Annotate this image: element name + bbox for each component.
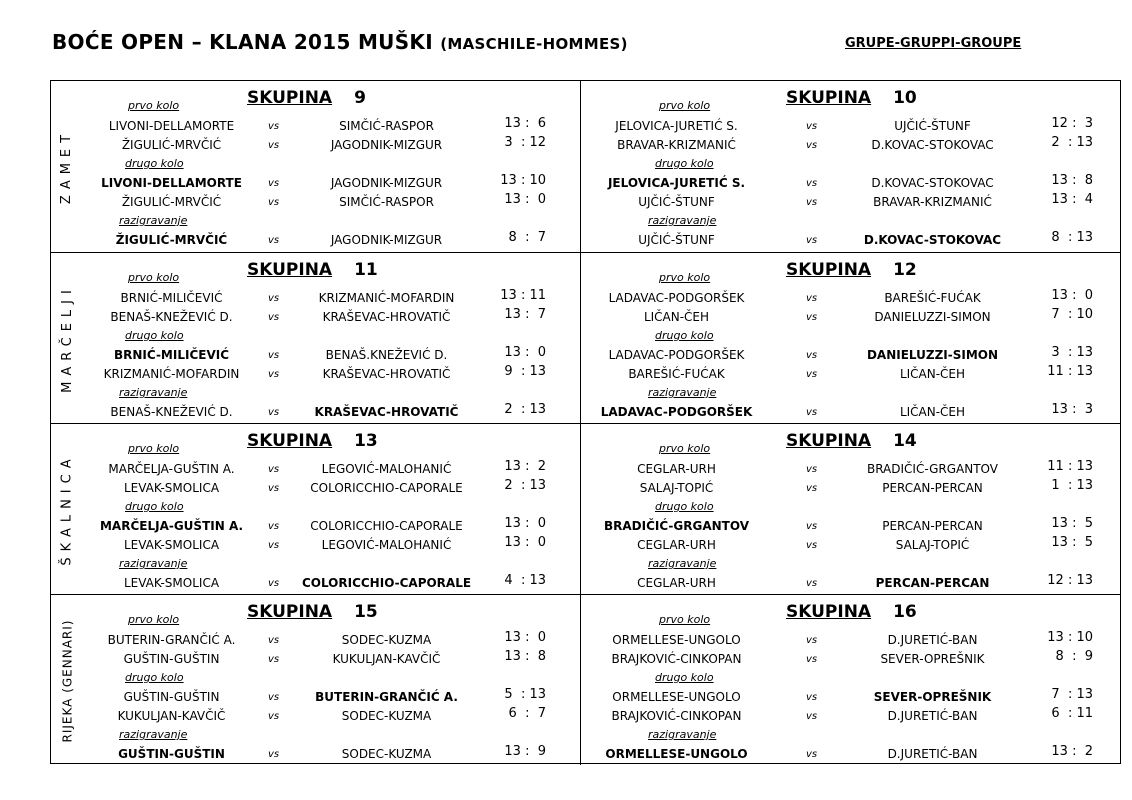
group-row <box>51 423 1120 594</box>
vs-label: vs <box>806 293 818 304</box>
vs-label: vs <box>268 197 280 208</box>
match-row <box>581 230 1120 250</box>
vs-label: vs <box>806 235 818 246</box>
team-away: LIČAN-ČEH <box>899 405 966 419</box>
vs-label: vs <box>268 369 280 380</box>
team-away: BUTERIN-GRANČIĆ A. <box>315 690 458 704</box>
match-score: 13 : 0 <box>1051 288 1093 303</box>
vs-label: vs <box>268 578 280 589</box>
second-round-label: drugo kolo <box>655 329 714 342</box>
match-row <box>581 402 1120 422</box>
match-score: 8 : 9 <box>1055 649 1093 664</box>
venue-name: MARČELJI <box>59 284 75 393</box>
team-home: GUŠTIN-GUŠTIN <box>123 652 220 666</box>
team-away: UJČIĆ-ŠTUNF <box>894 119 971 133</box>
vs-label: vs <box>268 121 280 132</box>
match-score: 5 : 13 <box>504 687 546 702</box>
team-home: UJČIĆ-ŠTUNF <box>638 195 715 209</box>
group-title <box>247 88 366 108</box>
vs-label: vs <box>268 635 280 646</box>
match-score: 13 : 8 <box>504 649 546 664</box>
group-number: 10 <box>893 88 917 108</box>
team-away: PERCAN-PERCAN <box>875 576 990 590</box>
group-row <box>51 81 1120 252</box>
vs-label: vs <box>806 369 818 380</box>
team-home: KRIZMANIĆ-MOFARDIN <box>103 367 240 381</box>
venue-name: RIJEKA (GENNARI) <box>60 619 74 742</box>
team-away: SODEC-KUZMA <box>341 709 432 723</box>
group-title <box>786 602 917 622</box>
match-row <box>581 345 1120 365</box>
match-score: 13 : 10 <box>1047 630 1093 645</box>
match-row <box>581 687 1120 707</box>
group-title <box>247 260 378 280</box>
vs-label: vs <box>806 312 818 323</box>
team-away: SODEC-KUZMA <box>341 633 432 647</box>
match-score: 13 : 11 <box>500 288 546 303</box>
team-away: JAGODNIK-MIZGUR <box>330 176 443 190</box>
group-title <box>247 602 378 622</box>
group-number: 15 <box>354 602 378 622</box>
match-row <box>581 516 1120 536</box>
vs-label: vs <box>806 178 818 189</box>
group-panel <box>580 253 1120 423</box>
vs-label: vs <box>268 312 280 323</box>
group-title <box>786 260 917 280</box>
group-word: SKUPINA <box>786 260 872 280</box>
team-home: GUŠTIN-GUŠTIN <box>123 690 220 704</box>
groups-heading: GRUPE-GRUPPI-GROUPE <box>845 36 1022 51</box>
playoff-label: razigravanje <box>648 557 717 570</box>
match-score: 12 : 3 <box>1051 116 1093 131</box>
match-row <box>581 744 1120 764</box>
team-home: BUTERIN-GRANČIĆ A. <box>107 633 236 647</box>
match-row <box>51 573 580 593</box>
first-round-label: prvo kolo <box>659 442 711 455</box>
group-title <box>786 88 917 108</box>
first-round-label: prvo kolo <box>659 99 711 112</box>
match-score: 13 : 2 <box>504 459 546 474</box>
team-home: KUKULJAN-KAVČIČ <box>117 709 226 723</box>
group-panel <box>51 424 580 594</box>
vs-label: vs <box>806 121 818 132</box>
match-score: 13 : 10 <box>500 173 546 188</box>
vs-label: vs <box>806 711 818 722</box>
team-home: BRAVAR-KRIZMANIĆ <box>617 138 736 152</box>
team-home: CEGLAR-URH <box>637 462 716 476</box>
team-away: D.KOVAC-STOKOVAC <box>871 176 994 190</box>
group-panel <box>51 595 580 765</box>
second-round-label: drugo kolo <box>125 500 184 513</box>
team-away: SALAJ-TOPIĆ <box>895 538 970 552</box>
team-home: ORMELLESE-UNGOLO <box>612 633 741 647</box>
first-round-label: prvo kolo <box>659 271 711 284</box>
team-home: BENAŠ-KNEŽEVIĆ D. <box>110 405 233 419</box>
team-home: ORMELLESE-UNGOLO <box>612 690 741 704</box>
vs-label: vs <box>268 178 280 189</box>
match-row <box>51 230 580 250</box>
team-home: CEGLAR-URH <box>637 538 716 552</box>
team-home: ŽIGULIĆ-MRVČIĆ <box>121 195 222 209</box>
match-row <box>51 687 580 707</box>
team-home: LEVAK-SMOLICA <box>123 538 220 552</box>
first-round-label: prvo kolo <box>128 271 180 284</box>
match-score: 7 : 10 <box>1051 307 1093 322</box>
team-away: DANIELUZZI-SIMON <box>866 348 999 362</box>
team-away: D.JURETIĆ-BAN <box>887 747 978 761</box>
second-round-label: drugo kolo <box>125 157 184 170</box>
team-away: BRADIČIĆ-GRGANTOV <box>866 462 999 476</box>
match-row <box>581 116 1120 136</box>
match-score: 13 : 0 <box>504 345 546 360</box>
playoff-label: razigravanje <box>648 728 717 741</box>
team-home: LEVAK-SMOLICA <box>123 576 220 590</box>
team-away: COLORICCHIO-CAPORALE <box>310 481 463 495</box>
team-away: PERCAN-PERCAN <box>882 519 983 533</box>
group-word: SKUPINA <box>786 431 872 451</box>
team-home: BAREŠIĆ-FUĆAK <box>628 367 725 381</box>
match-row <box>581 192 1120 212</box>
team-away: KUKULJAN-KAVČIČ <box>332 652 441 666</box>
team-away: COLORICCHIO-CAPORALE <box>301 576 472 590</box>
vs-label: vs <box>806 749 818 760</box>
match-score: 13 : 3 <box>1051 402 1093 417</box>
second-round-label: drugo kolo <box>655 157 714 170</box>
match-row <box>51 116 580 136</box>
group-row <box>51 252 1120 423</box>
match-score: 8 : 13 <box>1051 230 1093 245</box>
playoff-label: razigravanje <box>119 557 188 570</box>
match-score: 6 : 11 <box>1051 706 1093 721</box>
match-score: 2 : 13 <box>504 402 546 417</box>
team-away: KRAŠEVAC-HROVATIČ <box>314 405 459 419</box>
match-row <box>581 649 1120 669</box>
match-score: 3 : 13 <box>1051 345 1093 360</box>
team-away: KRAŠEVAC-HROVATIČ <box>322 310 451 324</box>
match-score: 11 : 13 <box>1047 459 1093 474</box>
vs-label: vs <box>268 749 280 760</box>
team-away: JAGODNIK-MIZGUR <box>330 138 443 152</box>
match-row <box>51 345 580 365</box>
playoff-label: razigravanje <box>119 214 188 227</box>
group-title <box>247 431 378 451</box>
match-score: 11 : 13 <box>1047 364 1093 379</box>
first-round-label: prvo kolo <box>128 99 180 112</box>
team-away: LEGOVIĆ-MALOHANIĆ <box>321 538 452 552</box>
team-home: ŽIGULIĆ-MRVČIĆ <box>121 138 222 152</box>
team-away: SIMČIĆ-RASPOR <box>339 195 434 209</box>
team-home: JELOVICA-JURETIĆ S. <box>615 119 738 133</box>
team-home: LADAVAC-PODGORŠEK <box>608 348 745 362</box>
match-row <box>51 516 580 536</box>
group-number: 12 <box>893 260 917 280</box>
match-row <box>51 630 580 650</box>
vs-label: vs <box>268 464 280 475</box>
team-home: ŽIGULIĆ-MRVČIĆ <box>115 233 228 247</box>
group-word: SKUPINA <box>247 602 333 622</box>
match-score: 13 : 0 <box>504 516 546 531</box>
match-score: 2 : 13 <box>1051 135 1093 150</box>
match-row <box>581 459 1120 479</box>
match-score: 13 : 8 <box>1051 173 1093 188</box>
playoff-label: razigravanje <box>648 386 717 399</box>
team-home: CEGLAR-URH <box>637 576 716 590</box>
team-away: JAGODNIK-MIZGUR <box>330 233 443 247</box>
match-row <box>51 288 580 308</box>
match-row <box>51 649 580 669</box>
vs-label: vs <box>268 521 280 532</box>
team-home: LIVONI-DELLAMORTE <box>101 176 242 190</box>
match-score: 13 : 0 <box>504 535 546 550</box>
match-score: 1 : 13 <box>1051 478 1093 493</box>
match-row <box>581 135 1120 155</box>
vs-label: vs <box>268 140 280 151</box>
team-away: D.KOVAC-STOKOVAC <box>863 233 1002 247</box>
group-panel <box>51 253 580 423</box>
match-score: 4 : 13 <box>504 573 546 588</box>
group-row <box>51 594 1120 765</box>
team-home: BRAJKOVIĆ-CINKOPAN <box>611 709 742 723</box>
match-score: 3 : 12 <box>504 135 546 150</box>
match-row <box>51 402 580 422</box>
match-row <box>581 573 1120 593</box>
playoff-label: razigravanje <box>648 214 717 227</box>
team-away: SEVER-OPREŠNIK <box>880 652 985 666</box>
team-home: BRADIČIĆ-GRGANTOV <box>603 519 750 533</box>
match-score: 8 : 7 <box>508 230 546 245</box>
vs-label: vs <box>806 692 818 703</box>
team-away: BAREŠIĆ-FUĆAK <box>884 291 981 305</box>
match-row <box>51 744 580 764</box>
vs-label: vs <box>806 407 818 418</box>
vs-label: vs <box>268 654 280 665</box>
match-row <box>51 478 580 498</box>
vs-label: vs <box>268 350 280 361</box>
team-home: LADAVAC-PODGORŠEK <box>600 405 753 419</box>
team-away: D.JURETIĆ-BAN <box>887 633 978 647</box>
match-score: 2 : 13 <box>504 478 546 493</box>
team-away: BENAŠ.KNEŽEVIĆ D. <box>325 348 448 362</box>
first-round-label: prvo kolo <box>128 613 180 626</box>
vs-label: vs <box>268 483 280 494</box>
team-home: JELOVICA-JURETIĆ S. <box>607 176 746 190</box>
group-number: 16 <box>893 602 917 622</box>
match-row <box>581 307 1120 327</box>
group-number: 9 <box>354 88 366 108</box>
team-away: KRIZMANIĆ-MOFARDIN <box>318 291 455 305</box>
vs-label: vs <box>806 483 818 494</box>
second-round-label: drugo kolo <box>655 500 714 513</box>
team-away: COLORICCHIO-CAPORALE <box>310 519 463 533</box>
vs-label: vs <box>806 578 818 589</box>
team-home: LADAVAC-PODGORŠEK <box>608 291 745 305</box>
match-row <box>51 135 580 155</box>
team-home: LIČAN-ČEH <box>643 310 710 324</box>
match-score: 13 : 0 <box>504 192 546 207</box>
vs-label: vs <box>268 407 280 418</box>
team-away: SIMČIĆ-RASPOR <box>339 119 434 133</box>
match-row <box>581 288 1120 308</box>
playoff-label: razigravanje <box>119 386 188 399</box>
group-number: 13 <box>354 431 378 451</box>
venue-name: ZAMET <box>59 128 75 205</box>
team-away: BRAVAR-KRIZMANIĆ <box>873 195 992 209</box>
match-row <box>581 364 1120 384</box>
vs-label: vs <box>806 540 818 551</box>
vs-label: vs <box>806 521 818 532</box>
vs-label: vs <box>806 464 818 475</box>
match-score: 13 : 5 <box>1051 516 1093 531</box>
team-home: BRNIĆ-MILIČEVIĆ <box>120 291 223 305</box>
match-row <box>51 706 580 726</box>
vs-label: vs <box>806 140 818 151</box>
team-home: LIVONI-DELLAMORTE <box>108 119 235 133</box>
match-row <box>51 459 580 479</box>
match-score: 7 : 13 <box>1051 687 1093 702</box>
match-row <box>51 192 580 212</box>
vs-label: vs <box>268 235 280 246</box>
vs-label: vs <box>268 692 280 703</box>
team-away: D.KOVAC-STOKOVAC <box>871 138 994 152</box>
team-away: D.JURETIĆ-BAN <box>887 709 978 723</box>
match-row <box>581 173 1120 193</box>
team-away: SEVER-OPREŠNIK <box>873 690 992 704</box>
match-row <box>51 307 580 327</box>
match-score: 13 : 7 <box>504 307 546 322</box>
match-score: 12 : 13 <box>1047 573 1093 588</box>
group-panel <box>580 424 1120 594</box>
group-number: 14 <box>893 431 917 451</box>
group-word: SKUPINA <box>786 602 872 622</box>
team-home: SALAJ-TOPIĆ <box>639 481 714 495</box>
group-title <box>786 431 917 451</box>
group-panel <box>51 81 580 252</box>
team-home: UJČIĆ-ŠTUNF <box>638 233 715 247</box>
group-number: 11 <box>354 260 378 280</box>
vs-label: vs <box>806 197 818 208</box>
team-away: PERCAN-PERCAN <box>882 481 983 495</box>
match-score: 13 : 2 <box>1051 744 1093 759</box>
team-away: DANIELUZZI-SIMON <box>874 310 991 324</box>
group-word: SKUPINA <box>247 431 333 451</box>
team-home: MARČELJA-GUŠTIN A. <box>99 519 244 533</box>
match-row <box>51 535 580 555</box>
second-round-label: drugo kolo <box>655 671 714 684</box>
vs-label: vs <box>806 635 818 646</box>
group-panel <box>580 81 1120 252</box>
page-title <box>52 30 628 54</box>
match-row <box>581 535 1120 555</box>
group-panel <box>580 595 1120 765</box>
match-score: 13 : 5 <box>1051 535 1093 550</box>
team-away: LEGOVIĆ-MALOHANIĆ <box>321 462 452 476</box>
match-row <box>581 706 1120 726</box>
vs-label: vs <box>268 293 280 304</box>
team-home: LEVAK-SMOLICA <box>123 481 220 495</box>
vs-label: vs <box>268 711 280 722</box>
match-row <box>51 173 580 193</box>
team-away: SODEC-KUZMA <box>341 747 432 761</box>
match-score: 13 : 0 <box>504 630 546 645</box>
group-word: SKUPINA <box>247 88 333 108</box>
first-round-label: prvo kolo <box>128 442 180 455</box>
second-round-label: drugo kolo <box>125 671 184 684</box>
playoff-label: razigravanje <box>119 728 188 741</box>
group-word: SKUPINA <box>786 88 872 108</box>
match-score: 13 : 4 <box>1051 192 1093 207</box>
team-home: GUŠTIN-GUŠTIN <box>118 747 225 761</box>
team-home: ORMELLESE-UNGOLO <box>605 747 748 761</box>
team-home: BRAJKOVIĆ-CINKOPAN <box>611 652 742 666</box>
first-round-label: prvo kolo <box>659 613 711 626</box>
vs-label: vs <box>806 350 818 361</box>
match-score: 9 : 13 <box>504 364 546 379</box>
team-away: KRAŠEVAC-HROVATIČ <box>322 367 451 381</box>
match-row <box>581 630 1120 650</box>
team-home: BRNIĆ-MILIČEVIĆ <box>113 348 230 362</box>
team-away: LIČAN-ČEH <box>899 367 966 381</box>
groups-table <box>50 80 1121 764</box>
match-row <box>581 478 1120 498</box>
vs-label: vs <box>268 540 280 551</box>
match-score: 6 : 7 <box>508 706 546 721</box>
venue-name: ŠKALNICA <box>59 453 75 566</box>
match-score: 13 : 6 <box>504 116 546 131</box>
match-score: 13 : 9 <box>504 744 546 759</box>
team-home: BENAŠ-KNEŽEVIĆ D. <box>110 310 233 324</box>
team-home: MARČELJA-GUŠTIN A. <box>108 462 235 476</box>
title-main: BOĆE OPEN – KLANA 2015 MUŠKI <box>52 30 433 54</box>
match-row <box>51 364 580 384</box>
group-word: SKUPINA <box>247 260 333 280</box>
second-round-label: drugo kolo <box>125 329 184 342</box>
title-sub: (MASCHILE-HOMMES) <box>440 35 628 53</box>
vs-label: vs <box>806 654 818 665</box>
